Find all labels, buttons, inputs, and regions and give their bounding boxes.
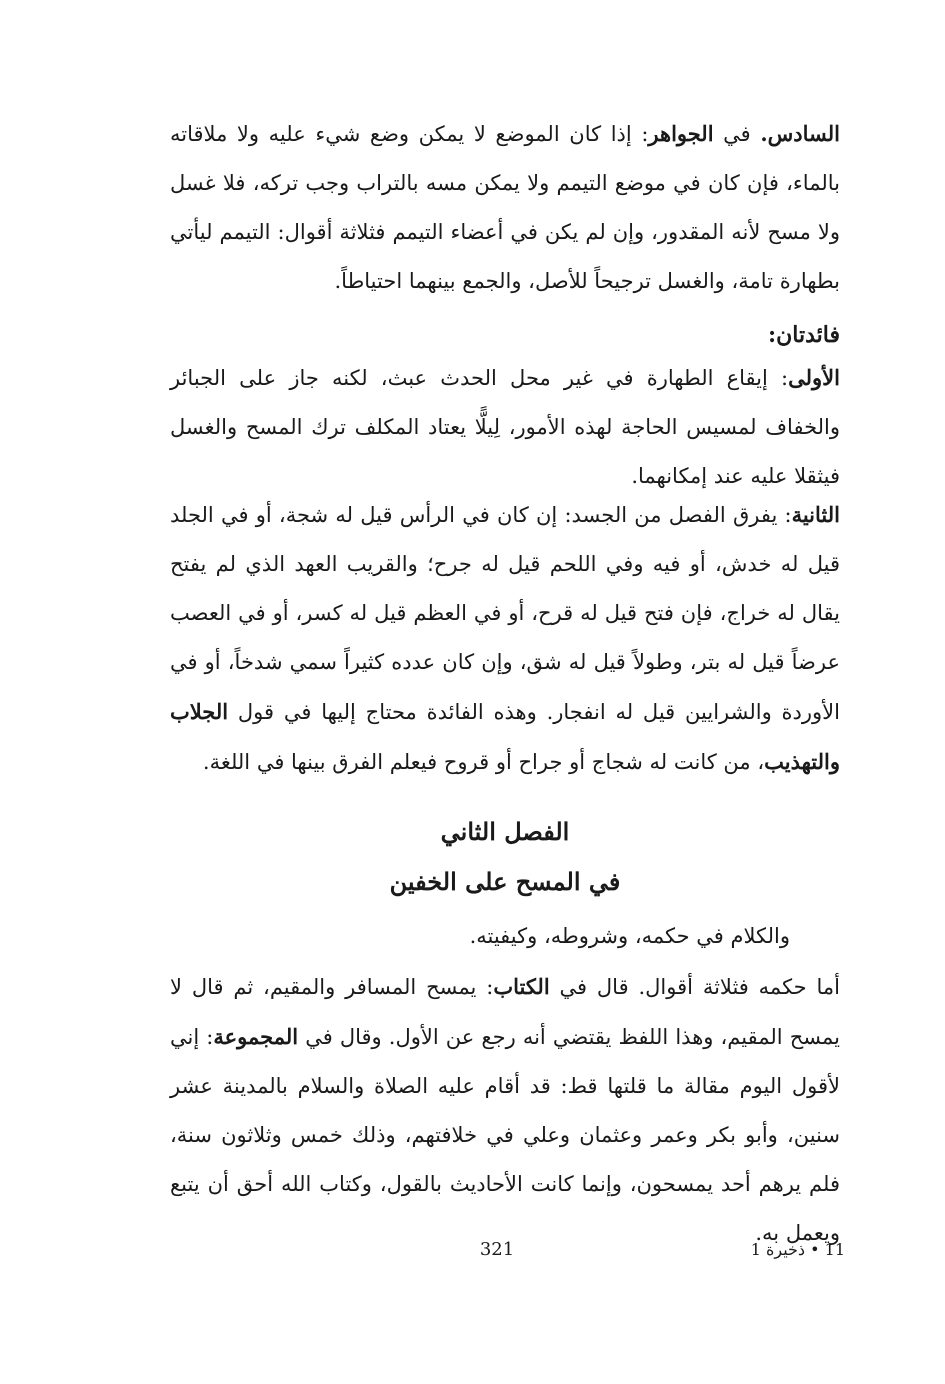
chapter-intro: والكلام في حكمه، وشروطه، وكيفيته.	[469, 924, 790, 948]
fawaid-heading: فائدتان:	[768, 322, 840, 348]
source-name: الجلاب والتهذيب	[170, 699, 840, 774]
paragraph-ruling	[170, 962, 840, 1258]
chapter-subtitle: في المسح على الخفين	[389, 867, 621, 896]
chapter-title: الفصل الثاني	[440, 817, 570, 846]
paragraph-text: : إيقاع الطهارة في غير محل الحدث عبث، لكنه جاز على الجبائر والخفاف لمسيس الحاجة لهذه الأمور، لِيلًّا يعتاد المكلف ترك المسح والغسل فيثقلا عليه عند إمكانهما.	[170, 366, 840, 488]
paragraph-text: : إذا كان الموضع لا يمكن وضع شيء عليه ولا ملاقاته بالماء، فإن كان في موضع التيمم ولا يمكن مسه بالتراب وجب تركه، فلا غسل ولا مسح لأنه المقدور، وإن لم يكن في أعضاء التيمم فثلاثة أقوال: التيمم ليأتي بطهارة تامة، والغسل ترجيحاً للأصل، والجمع بينهما احتياطاً.	[170, 122, 840, 293]
paragraph-first	[170, 353, 840, 501]
source-name: الجواهر	[648, 121, 714, 146]
paragraph-text: ، من كانت له شجاج أو جراح أو قروح فيعلم الفرق بينها في اللغة.	[202, 750, 765, 774]
paragraph-text: في	[713, 122, 761, 146]
paragraph-label: الأولى	[788, 365, 840, 390]
paragraph-sixth	[170, 109, 840, 306]
paragraph-label: الثانية	[791, 502, 840, 527]
paragraph-label: السادس.	[760, 121, 840, 146]
page-number: 321	[479, 1239, 515, 1260]
paragraph-second	[170, 490, 840, 787]
paragraph-text: أما حكمه فثلاثة أقوال. قال في	[549, 975, 840, 999]
paragraph-text: : يفرق الفصل من الجسد: إن كان في الرأس قيل له شجة، أو في الجلد قيل له خدش، أو فيه وفي اللحم قيل له جرح؛ والقريب العهد الذي لم يفتح يقال له خراج، فإن فتح قيل له قرح، أو في العظم قيل له كسر، أو في العصب عرضاً قيل له بتر، وطولاً قيل له شق، وإن كان عدده كثيراً سمي شدخاً، أو في الأوردة والشرايين قيل له انفجار. وهذه الفائدة محتاج إليها في قول	[170, 503, 840, 724]
source-name: الكتاب	[493, 974, 550, 999]
paragraph-text: : يمسح المسافر والمقيم، ثم قال لا يمسح المقيم، وهذا اللفظ يقتضي أنه رجع عن الأول. وقال في	[170, 975, 841, 1049]
source-name: المجموعة	[213, 1024, 299, 1049]
printer-signature: 11 • ذخيرة 1	[750, 1240, 845, 1259]
paragraph-text: : إني لأقول اليوم مقالة ما قلتها قط: قد أقام عليه الصلاة والسلام بالمدينة عشر سنين، وأبو بكر وعمر وعثمان وعلي في خلافتهم، وذلك خمس وثلاثون سنة، فلم يرهم أحد يمسحون، وإنما كانت الأحاديث بالقول، وكتاب الله أحق أن يتبع ويعمل به.	[170, 1025, 840, 1245]
